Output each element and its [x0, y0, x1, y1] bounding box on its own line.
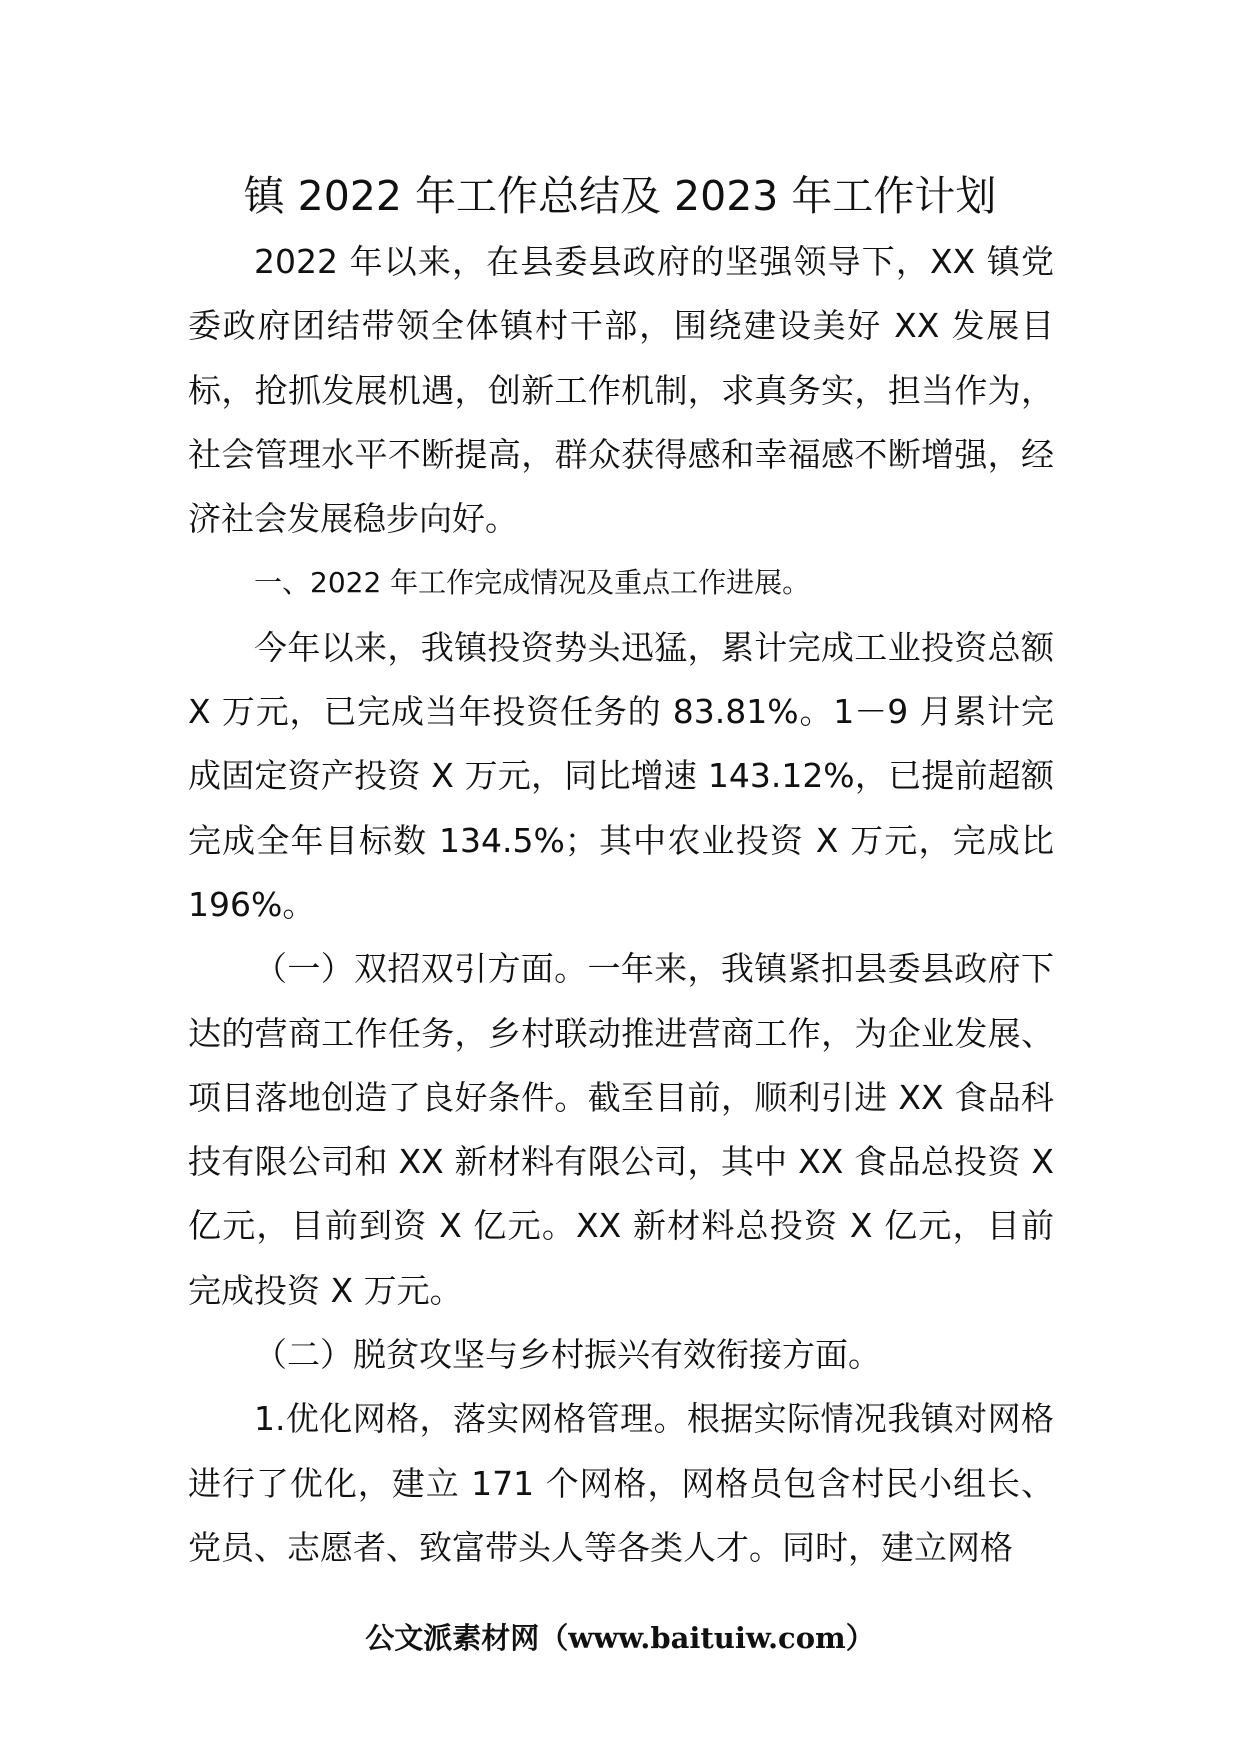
document-title: 镇 2022 年工作总结及 2023 年工作计划	[243, 172, 997, 220]
paragraph-grid-management: 1.优化网格，落实网格管理。根据实际情况我镇对网格进行了优化，建立 171 个网格，网格员包含村民小组长、党员、志愿者、致富带头人等各类人才。同时，建立网格	[188, 1399, 1054, 1567]
paragraph-investment-attraction: （一）双招双引方面。一年来，我镇紧扣县委县政府下达的营商工作任务，乡村联动推进营商工作，为企业发展、项目落地创造了良好条件。截至目前，顺利引进 XX 食品科技有限公司和 XX 新材料有限公司，其中 XX 食品总投资 X 亿元，目前到资 X 亿元。XX 新材料总投资 X 亿元，目前完成投资 X 万元。	[188, 949, 1054, 1310]
subsection-heading-2: （二）脱贫攻坚与乡村振兴有效衔接方面。	[254, 1335, 881, 1375]
section-heading-1: 一、2022 年工作完成情况及重点工作进展。	[254, 566, 811, 600]
document-body	[188, 230, 1054, 1580]
paragraph-investment: 今年以来，我镇投资势头迅猛，累计完成工业投资总额 X 万元，已完成当年投资任务的 83.81%。1－9 月累计完成固定资产投资 X 万元，同比增速 143.12%，已提前超额完成全年目标数 134.5%；其中农业投资 X 万元，完成比 196%。	[188, 627, 1054, 924]
footer-watermark: 公文派素材网（www.baituiw.com）	[365, 1621, 875, 1655]
paragraph-intro: 2022 年以来，在县委县政府的坚强领导下，XX 镇党委政府团结带领全体镇村干部，围绕建设美好 XX 发展目标，抢抓发展机遇，创新工作机制，求真务实，担当作为，社会管理水平不断提高，群众获得感和幸福感不断增强，经济社会发展稳步向好。	[188, 242, 1054, 539]
